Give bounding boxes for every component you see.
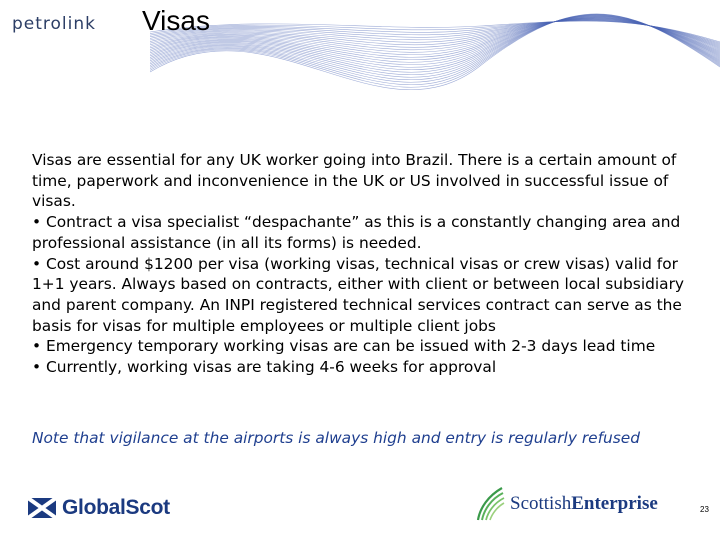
airport-note: Note that vigilance at the airports is always high and entry is regularly refused bbox=[32, 429, 641, 447]
wave-line bbox=[150, 21, 720, 42]
bullet-despachante: • Contract a visa specialist “despachante” as this is a constantly changing area and professional assistance (in all its forms) is needed. bbox=[32, 213, 681, 252]
petrolink-logo: petrolink bbox=[12, 14, 96, 34]
slide-title: Visas bbox=[142, 5, 210, 36]
wave-line bbox=[150, 14, 720, 87]
saltire-flag-icon bbox=[28, 498, 56, 518]
page-number: 23 bbox=[700, 505, 709, 514]
body-paragraph-intro: Visas are essential for any UK worker going into Brazil. There is a certain amount of time, paperwork and inconvenience in the UK or US involved in successful issue of visas. bbox=[32, 151, 677, 211]
wave-art bbox=[150, 0, 720, 140]
wave-line bbox=[150, 15, 720, 80]
bullet-emergency: • Emergency temporary working visas are can be issued with 2-3 days lead time bbox=[32, 337, 656, 356]
scottish-word: Scottish bbox=[510, 493, 572, 514]
scottish-enterprise-text bbox=[510, 493, 658, 515]
thistle-swoosh-icon bbox=[474, 486, 506, 522]
bullet-cost: • Cost around $1200 per visa (working visas, technical visas or crew visas) valid for 1+1 years. Always based on contracts, either with client or between local subsidiary and parent company. An INPI registered technical services contract can serve as the basis for visas for multiple employees or multiple client jobs bbox=[32, 254, 685, 335]
wave-line bbox=[150, 15, 720, 85]
body-text bbox=[32, 150, 697, 378]
bullet-current: • Currently, working visas are taking 4-6 weeks for approval bbox=[32, 358, 497, 377]
scottish-enterprise-logo bbox=[474, 486, 658, 522]
globalscot-logo bbox=[28, 494, 170, 522]
globalscot-text: GlobalScot bbox=[62, 496, 170, 519]
wave-line bbox=[150, 15, 720, 82]
enterprise-word: Enterprise bbox=[571, 493, 658, 514]
